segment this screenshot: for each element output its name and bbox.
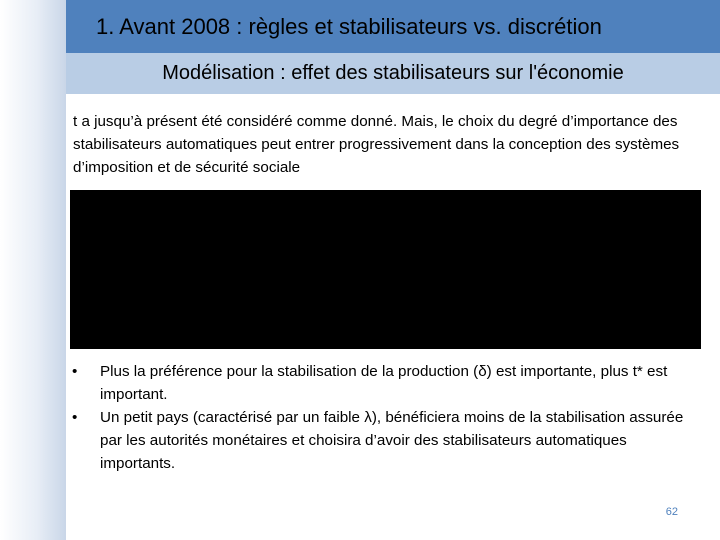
- intro-paragraph: t a jusqu’à présent été considéré comme donné. Mais, le choix du degré d’importance des stabilisateurs automatiques peut entrer progressivement dans la conception des systèmes d’imposition et de sécurité sociale: [73, 113, 680, 176]
- bullet-list: [72, 360, 702, 475]
- bullet-marker: •: [72, 409, 78, 426]
- page-number: 62: [665, 506, 678, 518]
- subtitle-bar: [66, 53, 720, 94]
- slide-title: 1. Avant 2008 : règles et stabilisateurs vs. discrétion: [96, 13, 602, 39]
- bullet-item: [72, 360, 702, 406]
- bullet-marker: •: [72, 363, 78, 380]
- title-bar: [66, 0, 720, 53]
- slide-subtitle: Modélisation : effet des stabilisateurs sur l'économie: [162, 62, 624, 84]
- left-gradient-band: [0, 0, 66, 540]
- bullet-item: [72, 406, 702, 475]
- equation-image-placeholder: [70, 190, 701, 349]
- bullet-text: Un petit pays (caractérisé par un faible λ), bénéficiera moins de la stabilisation assurée par les autorités monétaires et choisira d’avoir des stabilisateurs automatiques importants.: [100, 409, 684, 472]
- bullet-text: Plus la préférence pour la stabilisation de la production (δ) est importante, plus t* est important.: [100, 363, 668, 403]
